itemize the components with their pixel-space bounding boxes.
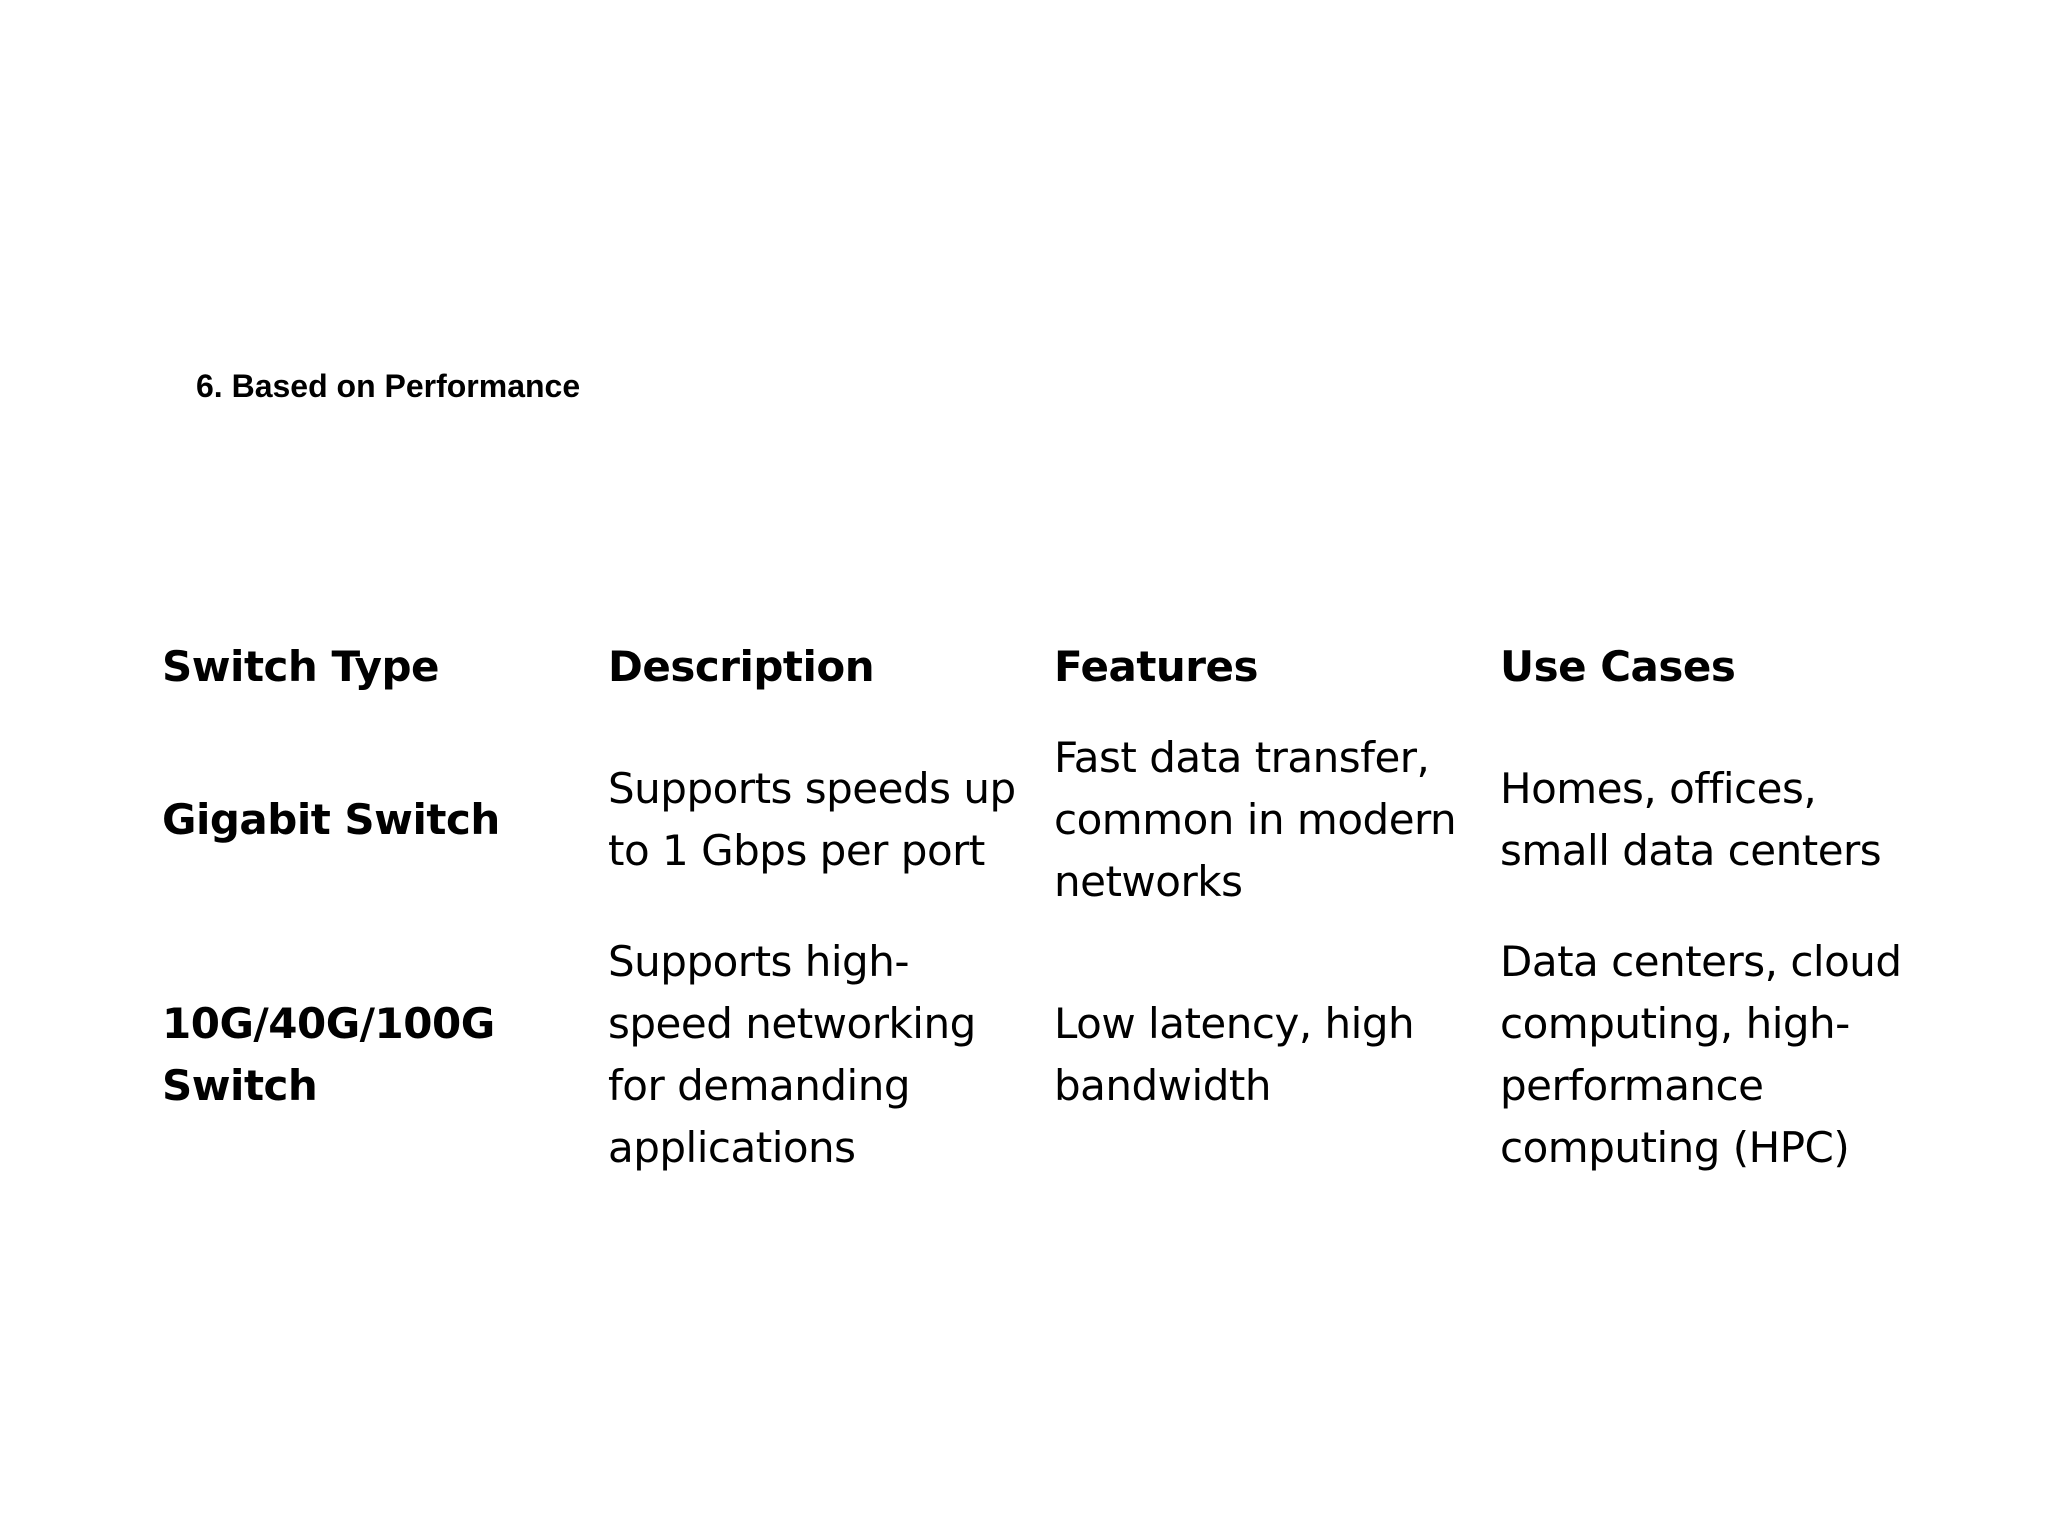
cell-description xyxy=(608,930,1054,1180)
section-heading: 6. Based on Performance xyxy=(196,368,581,404)
cell-description-text: Supports speeds up to 1 Gbps per port xyxy=(608,764,1016,875)
header-features: Features xyxy=(1054,642,1258,691)
cell-description-text: Supports high-speed networking for demanding applications xyxy=(608,937,976,1172)
cell-switch-type: Gigabit Switch xyxy=(162,795,500,844)
cell-use-cases xyxy=(1500,930,1962,1180)
table-row xyxy=(162,722,1962,918)
cell-use-cases-text: Data centers, cloud computing, high-performance computing (HPC) xyxy=(1500,937,1902,1172)
switch-comparison-table xyxy=(162,630,1962,1180)
row-spacer xyxy=(162,918,1962,930)
cell-switch-type xyxy=(162,930,608,1180)
cell-features xyxy=(1054,930,1500,1180)
header-description: Description xyxy=(608,642,875,691)
cell-features-text: Fast data transfer, common in modern networks xyxy=(1054,733,1457,906)
table-header-row xyxy=(162,630,1962,722)
cell-use-cases-text: Homes, offices, small data centers xyxy=(1500,764,1882,875)
header-switch-type: Switch Type xyxy=(162,642,440,691)
cell-switch-type-text: 10G/40G/100G Switch xyxy=(162,999,495,1110)
table-row xyxy=(162,930,1962,1180)
cell-use-cases xyxy=(1500,722,1962,918)
cell-description xyxy=(608,722,1054,918)
cell-features-text: Low latency, high bandwidth xyxy=(1054,999,1415,1110)
cell-features xyxy=(1054,722,1500,918)
header-use-cases: Use Cases xyxy=(1500,642,1736,691)
